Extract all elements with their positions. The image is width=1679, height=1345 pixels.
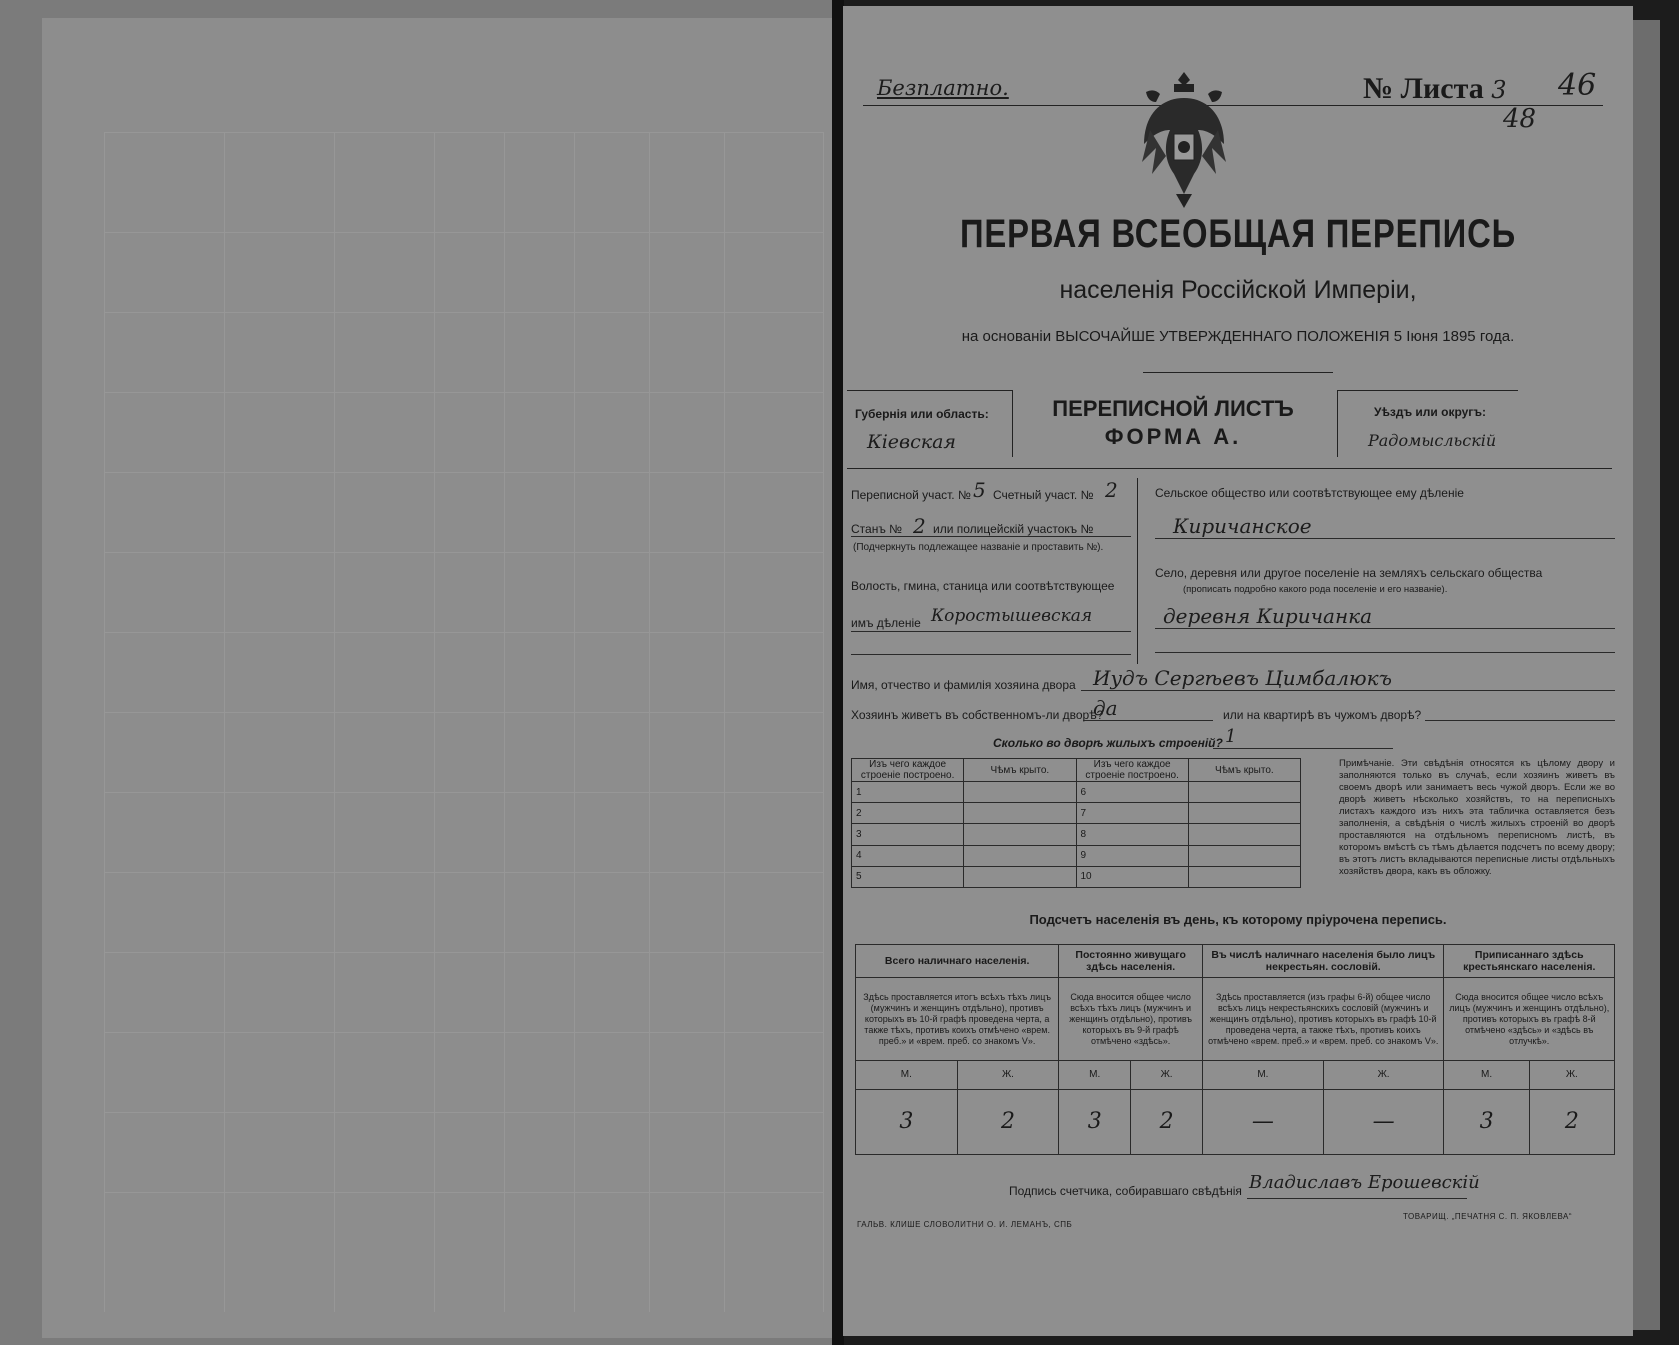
stan-value: 2 (913, 514, 926, 538)
sheet-number-label: № Листа 3 (1363, 72, 1507, 105)
note-text: Примѣчаніе. Эти свѣдѣнія относятся къ цѣлому двору и заполняются только въ случаѣ, если хозяинъ живетъ въ своемъ дворѣ или занимаетъ весь чужой дворъ. Если же во дворѣ живетъ нѣсколько хозяйствъ, то на переписныхъ листахъ каждого изъ нихъ эта табличка оставляется безъ заполненія, а свѣдѣнія о числѣ жилыхъ строеній во дворѣ проставляются на отдѣльномъ переписномъ листѣ, въ которомъ вмѣстѣ съ тѣмъ дѣлается подсчетъ по всему двору; въ этотъ листъ вкладываются переписные листы отдѣльныхъ хозяйствъ двора, какъ въ обложку. (1339, 758, 1615, 877)
stan-label: Станъ № (851, 522, 903, 536)
free-label: Безплатно. (877, 76, 1009, 100)
buildings-row-right: 10 (1076, 866, 1188, 887)
count-m-label: М. (1444, 1061, 1529, 1090)
count-section-label: Счетный участ. № (993, 488, 1094, 502)
buildings-row-left: 4 (852, 845, 964, 866)
owner-rule (1081, 690, 1615, 691)
lives-own-label: Хозяинъ живетъ въ собственномъ-ли дворѣ? (851, 708, 1104, 722)
count-registered-m: 3 (1444, 1090, 1529, 1155)
owner-label: Имя, отчество и фамилія хозяина двора (851, 678, 1076, 692)
archive-number-2: 48 (1503, 104, 1537, 134)
form-header-rule (847, 468, 1612, 469)
count-f-label: Ж. (1323, 1061, 1444, 1090)
form-title: ПЕРЕПИСНОЙ ЛИСТЪ (1052, 396, 1294, 421)
page-subtitle: населенія Россійской Имперіи, (1059, 276, 1417, 304)
buildings-row-left: 1 (852, 782, 964, 803)
district-label: Уѣздъ или округъ: (1374, 405, 1487, 419)
count-m-label: М. (856, 1061, 958, 1090)
province-label: Губернія или область: (855, 407, 989, 421)
count-col-desc: Здѣсь проставляется (изъ графы 6-й) общее число всѣхъ лицъ некрестьянскихъ сословій (мужчинъ и женщинъ отдѣльно), противъ которыхъ въ графѣ 10-й проведена черта, а также тѣхъ, противъ коихъ отмѣчено «врем. преб.» и «врем. преб. со знакомъ V». (1203, 978, 1444, 1061)
count-permanent-m: 3 (1059, 1090, 1131, 1155)
buildings-col-material-left: Изъ чего каждое строеніе построено. (852, 759, 964, 782)
left-page-faded-table (104, 132, 824, 1312)
village-rule (1155, 628, 1615, 629)
count-col-head: Приписаннаго здѣсь крестьянскаго населенія. (1444, 945, 1615, 978)
buildings-rule (1213, 748, 1393, 749)
buildings-row-right: 6 (1076, 782, 1188, 803)
census-section-value: 5 (973, 478, 986, 502)
village-value: деревня Киричанка (1163, 604, 1373, 628)
buildings-col-roof-left: Чѣмъ крыто. (964, 759, 1076, 782)
count-col-head: Въ числѣ наличнаго населенія было лицъ некрестьян. сословій. (1203, 945, 1444, 978)
archive-number-1: 46 (1558, 68, 1597, 103)
count-col-desc: Здѣсь проставляется итогъ всѣхъ тѣхъ лицъ (мужчинъ и женщинъ отдѣльно), противъ которыхъ въ 10-й графѣ проведена черта, а также тѣхъ, противъ коихъ отмѣчено «врем. преб.» и «врем. преб. со знакомъ V». (856, 978, 1059, 1061)
village-note: (прописать подробно какого рода поселеніе и его названіе). (1183, 584, 1448, 595)
count-permanent-f: 2 (1131, 1090, 1203, 1155)
volost-value: Коростышевская (931, 606, 1093, 626)
volost-rule (851, 631, 1131, 632)
count-col-head: Постоянно живущаго здѣсь населенія. (1059, 945, 1203, 978)
lives-other-label: или на квартирѣ въ чужомъ дворѣ? (1223, 708, 1422, 722)
count-m-label: М. (1059, 1061, 1131, 1090)
count-f-label: Ж. (957, 1061, 1059, 1090)
buildings-row-right: 8 (1076, 824, 1188, 845)
village-rule-2 (1155, 652, 1615, 653)
footer-right: ТОВАРИЩ. „ПЕЧАТНЯ С. П. ЯКОВЛЕВА“ (1403, 1212, 1573, 1221)
buildings-label: Сколько во дворѣ жилыхъ строеній? (993, 736, 1223, 750)
buildings-col-material-right: Изъ чего каждое строеніе построено. (1076, 759, 1188, 782)
volost-label-line2: имъ дѣленіе (851, 616, 921, 630)
count-f-label: Ж. (1131, 1061, 1203, 1090)
ornament-rule (1143, 372, 1333, 373)
buildings-row-left: 3 (852, 824, 964, 845)
buildings-row-right: 7 (1076, 803, 1188, 824)
signature-label: Подпись счетчика, собиравшаго свѣдѣнія (1009, 1184, 1242, 1198)
count-f-label: Ж. (1529, 1061, 1614, 1090)
count-col-head: Всего наличнаго населенія. (856, 945, 1059, 978)
page-basis: на основаніи ВЫСОЧАЙШЕ УТВЕРЖДЕННАГО ПОЛОЖЕНІЯ 5 Іюня 1895 года. (961, 328, 1515, 345)
district-value: Радомысльскій (1368, 431, 1497, 450)
stan-rule (851, 536, 1131, 537)
form-type: ФОРМА А. (1104, 424, 1242, 449)
lives-own-value: да (1093, 696, 1118, 720)
province-value: Кіевская (867, 431, 956, 453)
imperial-eagle-emblem (1140, 70, 1228, 210)
count-title: Подсчетъ населенія въ день, къ которому пріурочена перепись. (1029, 912, 1447, 927)
buildings-row-left: 2 (852, 803, 964, 824)
volost-rule-2 (851, 654, 1131, 655)
page-title: ПЕРВАЯ ВСЕОБЩАЯ ПЕРЕПИСЬ (960, 212, 1516, 256)
count-total-m: 3 (856, 1090, 958, 1155)
society-label: Сельское общество или соотвѣтствующее ему дѣленіе (1155, 486, 1464, 500)
count-registered-f: 2 (1529, 1090, 1614, 1155)
buildings-row-left: 5 (852, 866, 964, 887)
count-total-f: 2 (957, 1090, 1059, 1155)
count-non-peasant-m: — (1203, 1090, 1324, 1155)
volost-label-line1: Волость, гмина, станица или соотвѣтствующее (851, 579, 1115, 593)
population-count-table (855, 944, 1615, 1155)
buildings-col-roof-right: Чѣмъ крыто. (1188, 759, 1300, 782)
owner-value: Иудъ Сергѣевъ Цимбалюкъ (1093, 666, 1392, 690)
census-section-label: Переписной участ. № (851, 488, 971, 502)
district-box (1337, 390, 1518, 457)
count-section-value: 2 (1105, 478, 1118, 502)
lives-own-rule (1083, 720, 1213, 721)
count-col-desc: Сюда вносится общее число всѣхъ лицъ (мужчинъ и женщинъ отдѣльно), противъ которыхъ въ графѣ 8-й отмѣчено «здѣсь» и «здѣсь въ отлучкѣ». (1444, 978, 1615, 1061)
underline-note: (Подчеркнуть подлежащее названіе и проставить №). (853, 542, 1104, 553)
buildings-value: 1 (1225, 726, 1237, 747)
province-box (847, 390, 1013, 457)
society-value: Киричанское (1173, 514, 1312, 538)
sheet-number-value: 3 (1491, 76, 1507, 104)
buildings-row-right: 9 (1076, 845, 1188, 866)
field-divider (1137, 478, 1138, 664)
signature-value: Владиславъ Ерошевскій (1249, 1172, 1480, 1193)
buildings-table (851, 758, 1301, 888)
lives-other-rule (1425, 720, 1615, 721)
signature-rule (1247, 1198, 1467, 1199)
footer-left: ГАЛЬВ. КЛИШЕ СЛОВОЛИТНИ О. И. ЛЕМАНЪ, СПБ (857, 1220, 1073, 1229)
count-col-desc: Сюда вносится общее число всѣхъ тѣхъ лицъ (мужчинъ и женщинъ отдѣльно), противъ которыхъ въ 9-й графѣ отмѣчено «здѣсь». (1059, 978, 1203, 1061)
census-form-page (843, 6, 1633, 1336)
count-non-peasant-f: — (1323, 1090, 1444, 1155)
society-rule (1155, 538, 1615, 539)
police-label: или полицейскій участокъ № (933, 522, 1094, 536)
count-m-label: М. (1203, 1061, 1324, 1090)
village-label: Село, деревня или другое поселеніе на земляхъ сельскаго общества (1155, 566, 1543, 580)
